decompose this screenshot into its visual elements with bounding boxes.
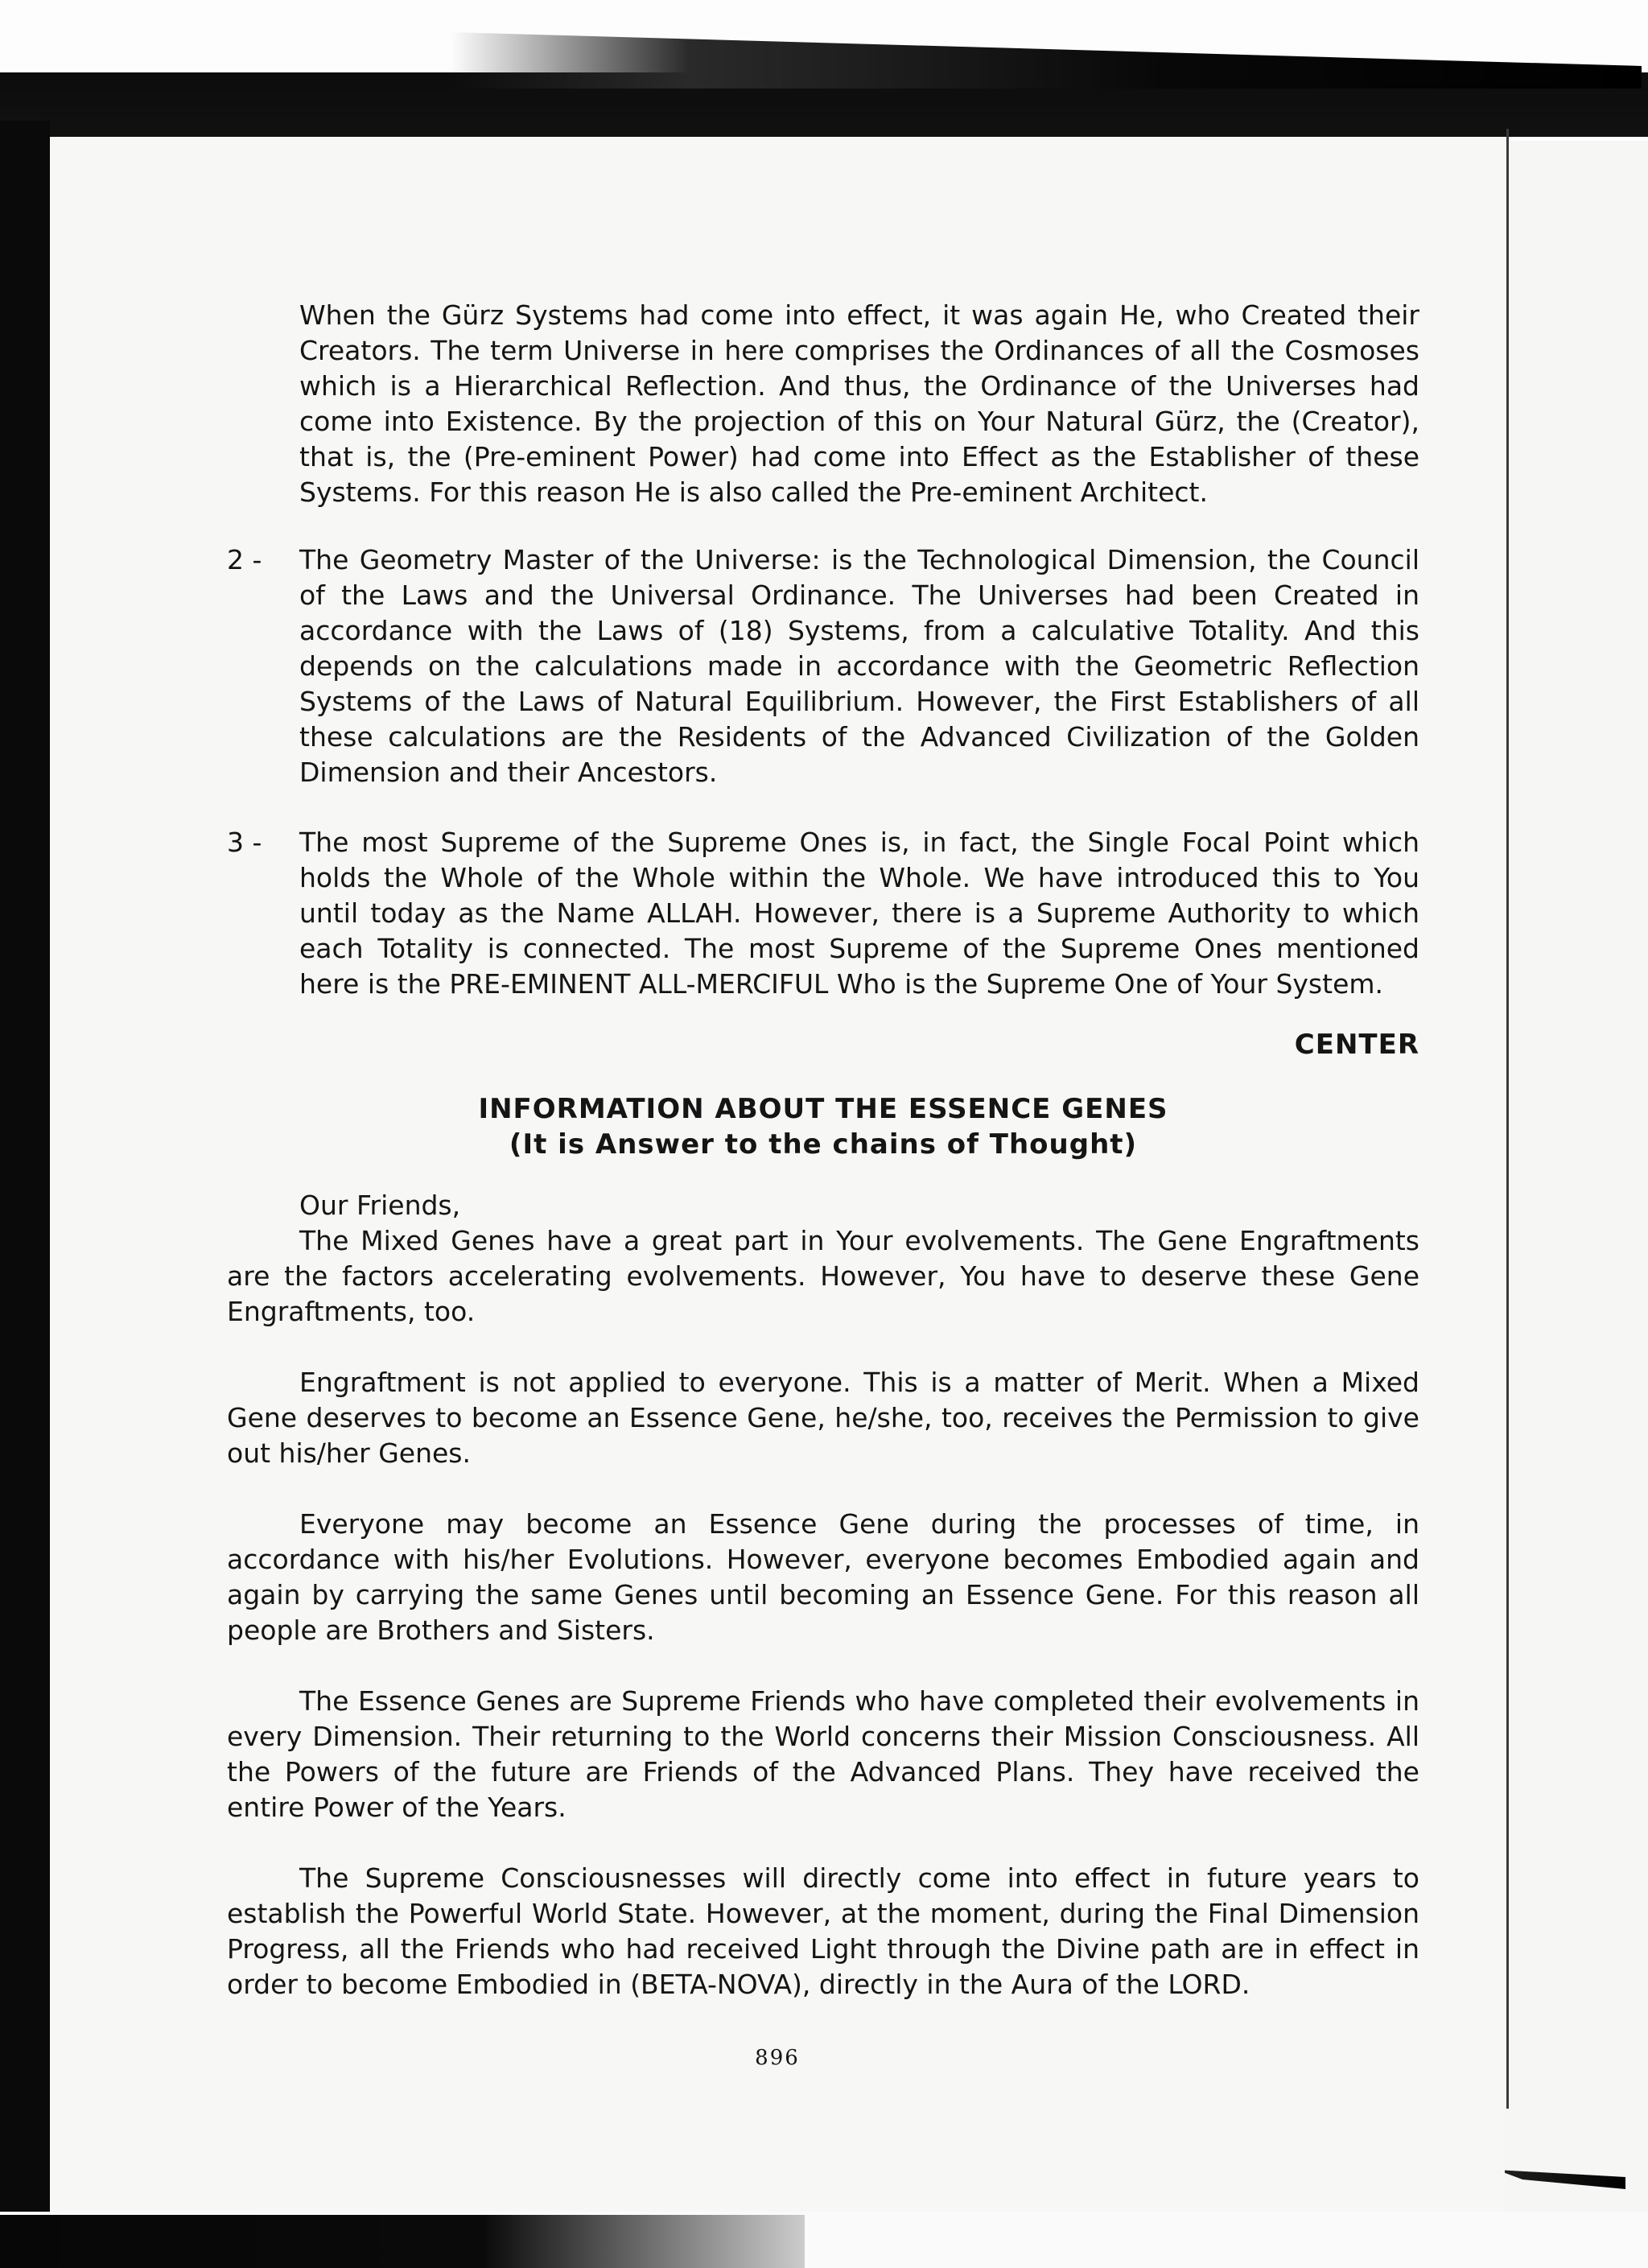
list-item-text: The most Supreme of the Supreme Ones is, in fact, the Single Focal Point which holds the Whole of the Whole within the Whole. We have introduced this to You until today as the Name ALLAH. However, there is a Supreme Authority to which each Totality is connected. The most Supreme of the Supreme Ones mentioned here is the PRE-EMINENT ALL-MERCIFUL Who is the Supreme One of Your System. [299, 827, 1419, 1000]
page-number: 896 [755, 2046, 800, 2070]
body-paragraph: Everyone may become an Essence Gene during the processes of time, in accordance with his/her Evolutions. However, everyone becomes Embodied again and again by carrying the same Genes until becoming an Essence Gene. For this reason all people are Brothers and Sisters. [227, 1508, 1419, 1646]
signature: CENTER [1294, 1029, 1419, 1061]
greeting: Our Friends, [299, 1190, 461, 1221]
body-paragraph: The Mixed Genes have a great part in Your evolvements. The Gene Engraftments are the factors accelerating evolvements. However, You have to deserve these Gene Engraftments, too. [227, 1225, 1419, 1327]
scan-left-shadow [0, 121, 50, 2268]
document-page [50, 137, 1505, 2212]
scan-right-mark [1497, 2165, 1625, 2189]
list-item-text: The Geometry Master of the Universe: is the Technological Dimension, the Council of the Laws and the Universal Ordinance. The Universes had been Created in accordance with the Laws of (18) Systems, from a calculative Totality. And this depends on the calculations made in accordance with the Geometric Reflection Systems of the Laws of Natural Equilibrium. However, the First Establishers of all these calculations are the Residents of the Advanced Civilization of the Golden Dimension and their Ancestors. [299, 544, 1419, 788]
body-paragraph: Engraftment is not applied to everyone. This is a matter of Merit. When a Mixed Gene deserves to become an Essence Gene, he/she, too, receives the Permission to give out his/her Genes. [227, 1367, 1419, 1469]
scan-bottom-shadow [0, 2215, 805, 2268]
list-item-number: 3 - [227, 827, 262, 858]
body-paragraph: The Essence Genes are Supreme Friends who have completed their evolvements in every Dimension. Their returning to the World concerns their Mission Consciousness. All the Powers of the future are Friends of the Advanced Plans. They have received the entire Power of the Years. [227, 1685, 1419, 1823]
body-paragraph: The Supreme Consciousnesses will directly come into effect in future years to establish the Powerful World State. However, at the moment, during the Final Dimension Progress, all the Friends who had received Light through the Divine path are in effect in order to become Embodied in (BETA-NOVA), directly in the Aura of the LORD. [227, 1862, 1419, 2000]
list-item-number: 2 - [227, 544, 262, 575]
scan-right-edge [1506, 129, 1509, 2109]
section-heading: INFORMATION ABOUT THE ESSENCE GENES [478, 1093, 1168, 1125]
section-subheading: (It is Answer to the chains of Thought) [509, 1128, 1138, 1161]
intro-paragraph: When the Gürz Systems had come into effect, it was again He, who Created their Creators. The term Universe in here comprises the Ordinances of all the Cosmoses which is a Hierarchical Reflection. And thus, the Ordinance of the Universes had come into Existence. By the projection of this on Your Natural Gürz, the (Creator), that is, the (Pre-eminent Power) had come into Effect as the Establisher of these Systems. For this reason He is also called the Pre-eminent Architect. [299, 299, 1419, 508]
